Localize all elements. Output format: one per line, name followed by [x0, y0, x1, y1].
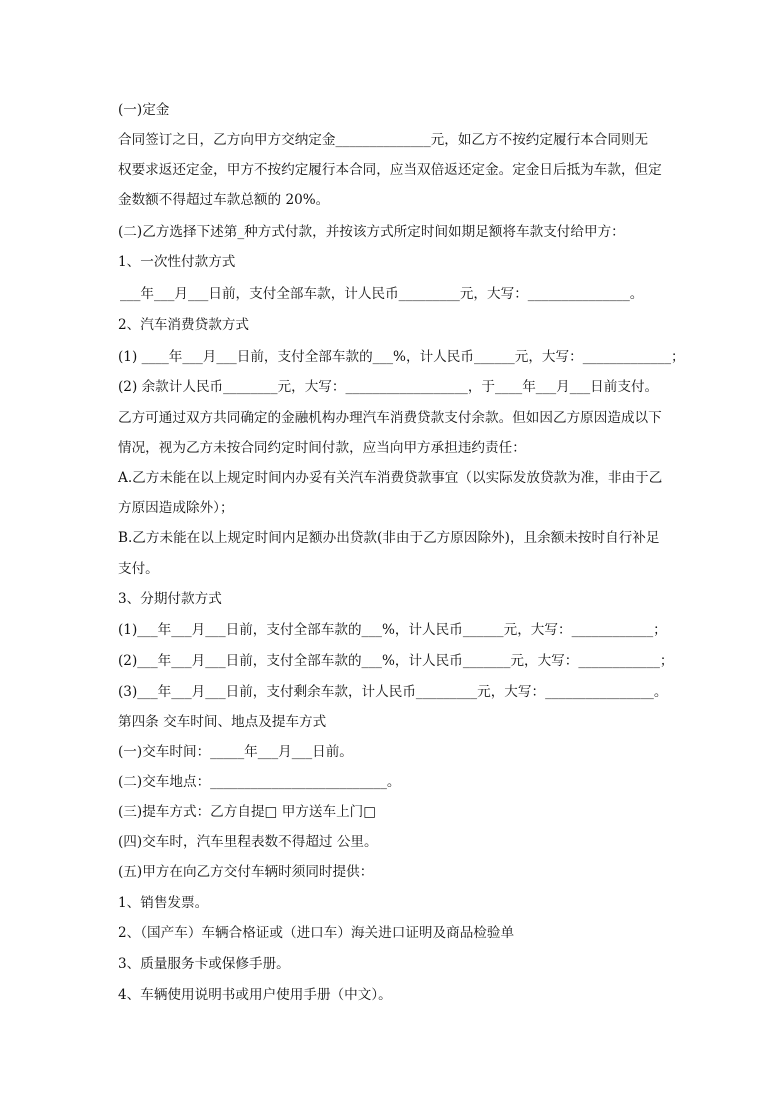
paragraph-line: A.乙方未能在以上规定时间内办妥有关汽车消费贷款事宜（以实际发放贷款为准，非由于乙 — [118, 470, 663, 486]
list-item: 2、汽车消费贷款方式 — [118, 317, 249, 333]
paragraph-line: 金数额不得超过车款总额的 20%。 — [118, 192, 330, 208]
list-item: (一)交车时间：_____年___月___日前。 — [118, 744, 353, 760]
list-item: (1)___年___月___日前，支付全部车款的___%，计人民币______元，大写：____________； — [118, 622, 667, 638]
paragraph-line: 方原因造成除外）； — [118, 500, 234, 516]
paragraph-line: 合同签订之日，乙方向甲方交纳定金______________元，如乙方不按约定履行本合同则无 — [118, 132, 649, 148]
list-item: 3、质量服务卡或保修手册。 — [118, 956, 290, 972]
list-item: (五)甲方在向乙方交付车辆时须同时提供： — [118, 864, 374, 880]
list-item: (3)___年___月___日前，支付剩余车款，计人民币_________元，大写：________________。 — [118, 684, 668, 700]
section-payment-heading: (二)乙方选择下述第_种方式付款，并按该方式所定时间如期足额将车款支付给甲方： — [118, 224, 625, 240]
list-item: (四)交车时，汽车里程表数不得超过 公里。 — [118, 834, 378, 850]
list-item: (二)交车地点：__________________________。 — [118, 774, 401, 790]
list-item: (三)提车方式：乙方自提□ 甲方送车上门□ — [118, 804, 377, 820]
paragraph-line: 支付。 — [118, 561, 159, 577]
list-item: ___年___月___日前，支付全部车款，计人民币_________元，大写：_______________。 — [120, 286, 644, 302]
list-item: 1、销售发票。 — [118, 895, 209, 911]
paragraph-line: B.乙方未能在以上规定时间内足额办出贷款(非由于乙方原因除外)，且余额未按时自行补足 — [118, 530, 660, 546]
list-item: 4、车辆使用说明书或用户使用手册（中文）。 — [118, 987, 392, 1003]
list-item: (2)___年___月___日前，支付全部车款的___%，计人民币_______元，大写：____________； — [118, 653, 674, 669]
paragraph-line: 乙方可通过双方共同确定的金融机构办理汽车消费贷款支付余款。但如因乙方原因造成以下 — [118, 410, 662, 426]
paragraph-line: 权要求返还定金，甲方不按约定履行本合同，应当双倍返还定金。定金日后抵为车款，但定 — [118, 162, 662, 178]
paragraph-line: 情况，视为乙方未按合同约定时间付款，应当向甲方承担违约责任： — [118, 440, 526, 456]
list-item: (2) 余款计人民币________元，大写：__________________，于____年___月___日前支付。 — [118, 379, 659, 395]
list-item: 1、一次性付款方式 — [118, 254, 236, 270]
article-four-heading: 第四条 交车时间、地点及提车方式 — [118, 714, 327, 730]
list-item: 2、（国产车）车辆合格证或（进口车）海关进口证明及商品检验单 — [118, 925, 515, 941]
list-item: (1) ____年___月___日前，支付全部车款的___%，计人民币______元，大写：_____________； — [118, 349, 685, 365]
section-deposit-heading: (一)定金 — [118, 102, 170, 118]
list-item: 3、分期付款方式 — [118, 591, 222, 607]
